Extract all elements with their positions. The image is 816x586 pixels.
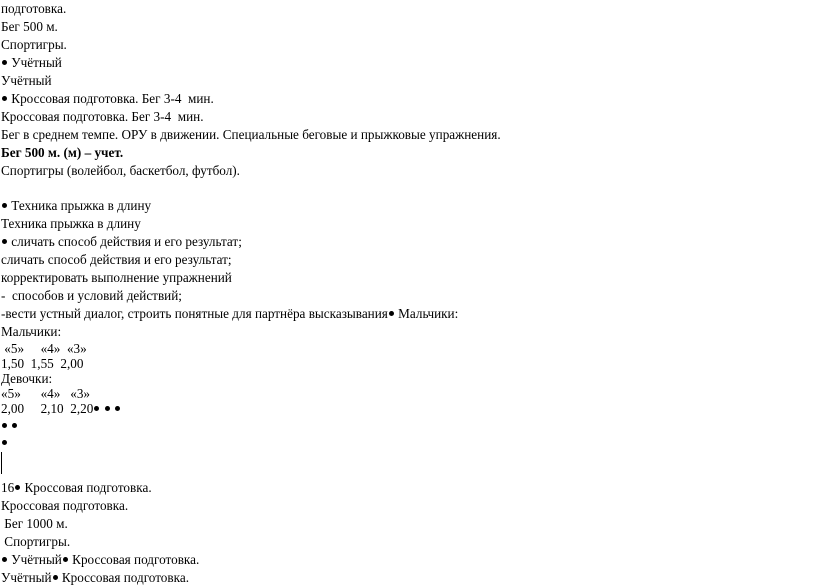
bullet-icon [12, 423, 17, 428]
bullet-icon [2, 203, 7, 208]
text-line: -вести устный диалог, строить понятные для партнёра высказывания Мальчики: [1, 306, 459, 321]
text-line: Техника прыжка в длину [1, 216, 141, 231]
text-line: Бег 1000 м. [1, 516, 68, 531]
text-line: Кроссовая подготовка. [1, 498, 129, 513]
bullet-line [1, 418, 18, 434]
bullet-icon [53, 575, 58, 580]
bullet-line: Учётный Кроссовая подготовка. [1, 552, 199, 568]
text-line: сличать способ действия и его результат; [1, 252, 232, 267]
text-line: Спортигры. [1, 37, 67, 52]
text-line: Учётный [1, 73, 52, 88]
bullet-line: Учётный [1, 55, 62, 71]
bullet-icon [2, 239, 7, 244]
text-line: Мальчики: [1, 324, 62, 339]
bullet-line: Техника прыжка в длину [1, 198, 151, 214]
bullet-line: сличать способ действия и его результат; [1, 234, 242, 250]
bullet-icon [2, 96, 7, 101]
text-line: Спортигры (волейбол, баскетбол, футбол). [1, 163, 240, 178]
text-line: корректировать выполнение упражнений [1, 270, 232, 285]
bullet-icon [115, 406, 120, 411]
text-line: Кроссовая подготовка. Бег 3-4 мин. [1, 109, 204, 124]
bullet-line: Кроссовая подготовка. Бег 3-4 мин. [1, 91, 214, 107]
grade-values: 2,00 2,10 2,20 [1, 401, 121, 417]
text-cursor [1, 452, 2, 474]
text-line: Бег в среднем темпе. ОРУ в движении. Специальные беговые и прыжковые упражнения. [1, 127, 501, 142]
bullet-icon [2, 60, 7, 65]
bullet-line [1, 435, 8, 451]
text-line: Учётный Кроссовая подготовка. [1, 570, 189, 585]
bullet-icon [105, 406, 110, 411]
text-line: подготовка. [1, 1, 67, 16]
grade-header: «5» «4» «3» [1, 386, 91, 401]
text-line: - способов и условий действий; [1, 288, 182, 303]
bold-line: Бег 500 м. (м) – учет. [1, 145, 124, 160]
grade-values: 1,50 1,55 2,00 [1, 356, 84, 371]
bullet-icon [63, 557, 68, 562]
bullet-icon [94, 406, 99, 411]
bullet-icon [15, 485, 20, 490]
text-line: Спортигры. [1, 534, 71, 549]
grade-header: «5» «4» «3» [1, 341, 87, 356]
text-line: Бег 500 м. [1, 19, 58, 34]
bullet-icon [2, 423, 7, 428]
text-line: Девочки: [1, 371, 53, 386]
text-line: 16 Кроссовая подготовка. [1, 480, 152, 495]
bullet-icon [2, 557, 7, 562]
bullet-icon [2, 440, 7, 445]
bullet-icon [389, 311, 394, 316]
